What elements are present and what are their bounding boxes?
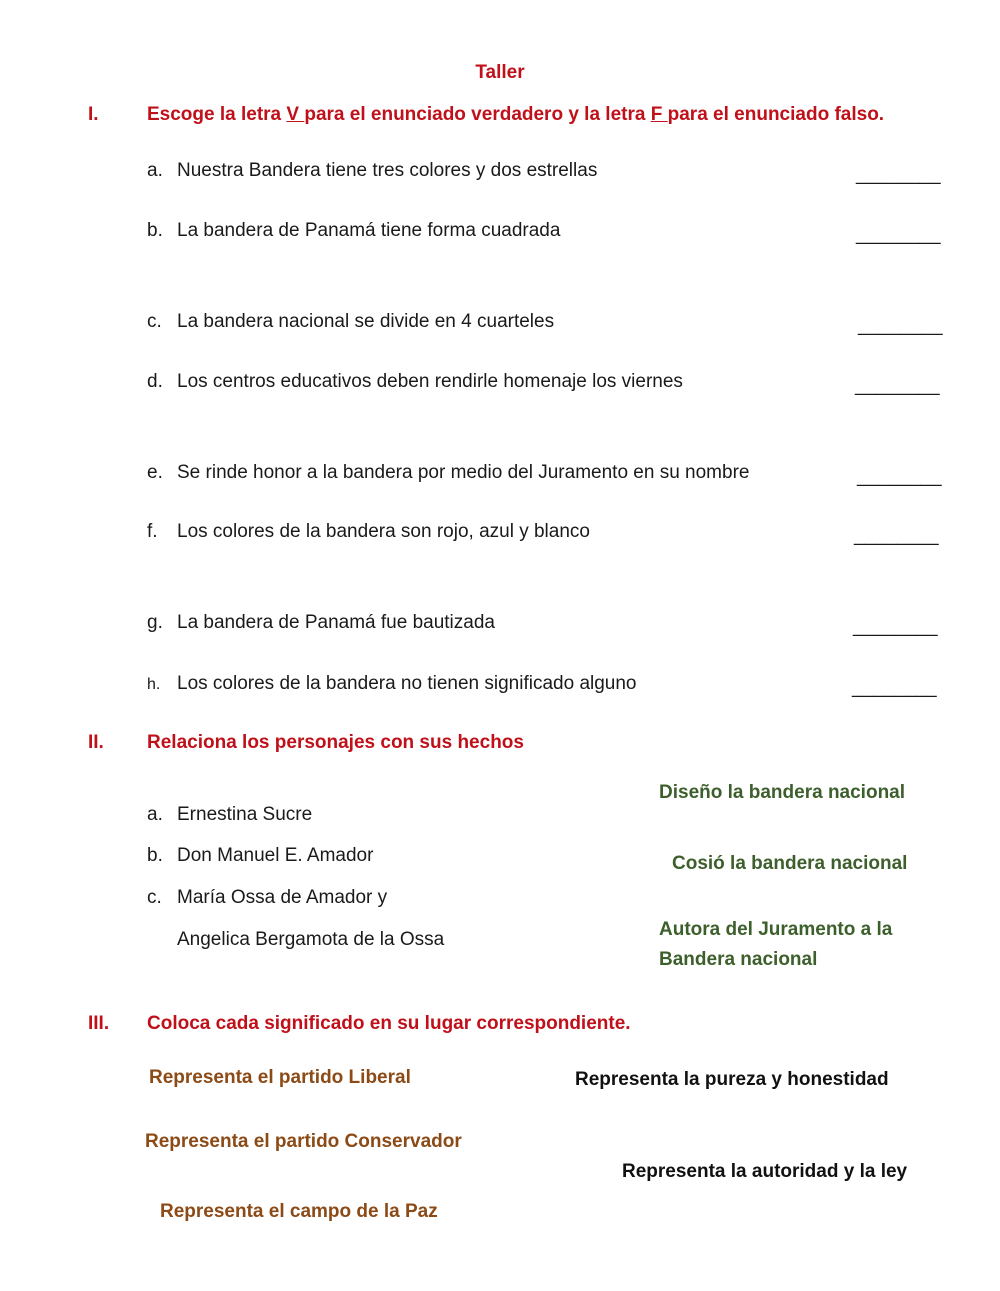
item-marker: a. bbox=[147, 160, 163, 181]
fact-card[interactable]: Diseño la bandera nacional bbox=[659, 782, 906, 803]
page-title: Taller bbox=[475, 62, 525, 83]
person-name: María Ossa de Amador y bbox=[177, 887, 388, 908]
statement-item bbox=[147, 462, 749, 484]
item-marker: c. bbox=[147, 311, 162, 332]
person-name-continued: Angelica Bergamota de la Ossa bbox=[177, 929, 445, 950]
fact-card-line: Bandera nacional bbox=[659, 949, 818, 970]
meaning-card[interactable]: Representa el partido Liberal bbox=[149, 1067, 411, 1088]
statement-item bbox=[147, 220, 560, 242]
person-name: Ernestina Sucre bbox=[177, 804, 313, 825]
answer-blank[interactable]: ________ bbox=[856, 164, 941, 185]
statement-item bbox=[147, 521, 590, 543]
statement-text: La bandera de Panamá tiene forma cuadrada bbox=[177, 220, 561, 241]
statement-text: La bandera nacional se divide en 4 cuarteles bbox=[177, 311, 555, 332]
person-name: Don Manuel E. Amador bbox=[177, 845, 374, 866]
section-1-instruction bbox=[147, 104, 884, 126]
person-item bbox=[147, 845, 373, 867]
meaning-card[interactable]: Representa el campo de la Paz bbox=[160, 1201, 438, 1222]
item-marker: b. bbox=[147, 845, 163, 866]
instruction-text-part: para el enunciado falso. bbox=[667, 104, 885, 125]
statement-text: La bandera de Panamá fue bautizada bbox=[177, 612, 495, 633]
person-item bbox=[147, 804, 312, 826]
statement-text: Nuestra Bandera tiene tres colores y dos estrellas bbox=[177, 160, 598, 181]
answer-blank[interactable]: ________ bbox=[856, 224, 941, 245]
answer-blank[interactable]: ________ bbox=[852, 677, 937, 698]
meaning-card[interactable]: Representa el partido Conservador bbox=[145, 1131, 462, 1152]
statement-item bbox=[147, 160, 597, 182]
item-marker: c. bbox=[147, 887, 162, 908]
false-letter: F bbox=[650, 104, 668, 125]
answer-blank[interactable]: ________ bbox=[858, 315, 943, 336]
statement-item bbox=[147, 371, 683, 393]
statement-text: Los colores de la bandera son rojo, azul y blanco bbox=[177, 521, 590, 542]
answer-blank[interactable]: ________ bbox=[853, 616, 938, 637]
section-3-number: III. bbox=[88, 1013, 110, 1034]
section-2-number: II. bbox=[88, 732, 104, 753]
meaning-card[interactable]: Representa la pureza y honestidad bbox=[575, 1069, 889, 1090]
item-marker: e. bbox=[147, 462, 163, 483]
fact-card[interactable] bbox=[659, 915, 892, 975]
statement-item bbox=[147, 612, 495, 634]
statement-text: Los colores de la bandera no tienen significado alguno bbox=[177, 673, 637, 694]
instruction-text-part: Escoge la letra bbox=[147, 104, 287, 125]
section-1-number: I. bbox=[88, 104, 99, 125]
section-3-instruction: Coloca cada significado en su lugar correspondiente. bbox=[147, 1013, 631, 1034]
person-item bbox=[147, 887, 387, 909]
fact-card[interactable]: Cosió la bandera nacional bbox=[672, 853, 908, 874]
instruction-text-part: para el enunciado verdadero y la letra bbox=[304, 104, 651, 125]
item-marker: b. bbox=[147, 220, 163, 241]
item-marker: f. bbox=[147, 521, 158, 542]
statement-item bbox=[147, 311, 554, 333]
fact-card-line: Autora del Juramento a la bbox=[659, 919, 893, 940]
answer-blank[interactable]: ________ bbox=[855, 375, 940, 396]
statement-item bbox=[147, 673, 637, 695]
item-marker: a. bbox=[147, 804, 163, 825]
answer-blank[interactable]: ________ bbox=[854, 525, 939, 546]
true-letter: V bbox=[286, 104, 305, 125]
statement-text: Los centros educativos deben rendirle homenaje los viernes bbox=[177, 371, 683, 392]
item-marker: h. bbox=[147, 676, 161, 693]
section-2-instruction: Relaciona los personajes con sus hechos bbox=[147, 732, 524, 753]
answer-blank[interactable]: ________ bbox=[857, 466, 942, 487]
item-marker: g. bbox=[147, 612, 163, 633]
statement-text: Se rinde honor a la bandera por medio del Juramento en su nombre bbox=[177, 462, 750, 483]
item-marker: d. bbox=[147, 371, 163, 392]
meaning-card[interactable]: Representa la autoridad y la ley bbox=[622, 1161, 908, 1182]
